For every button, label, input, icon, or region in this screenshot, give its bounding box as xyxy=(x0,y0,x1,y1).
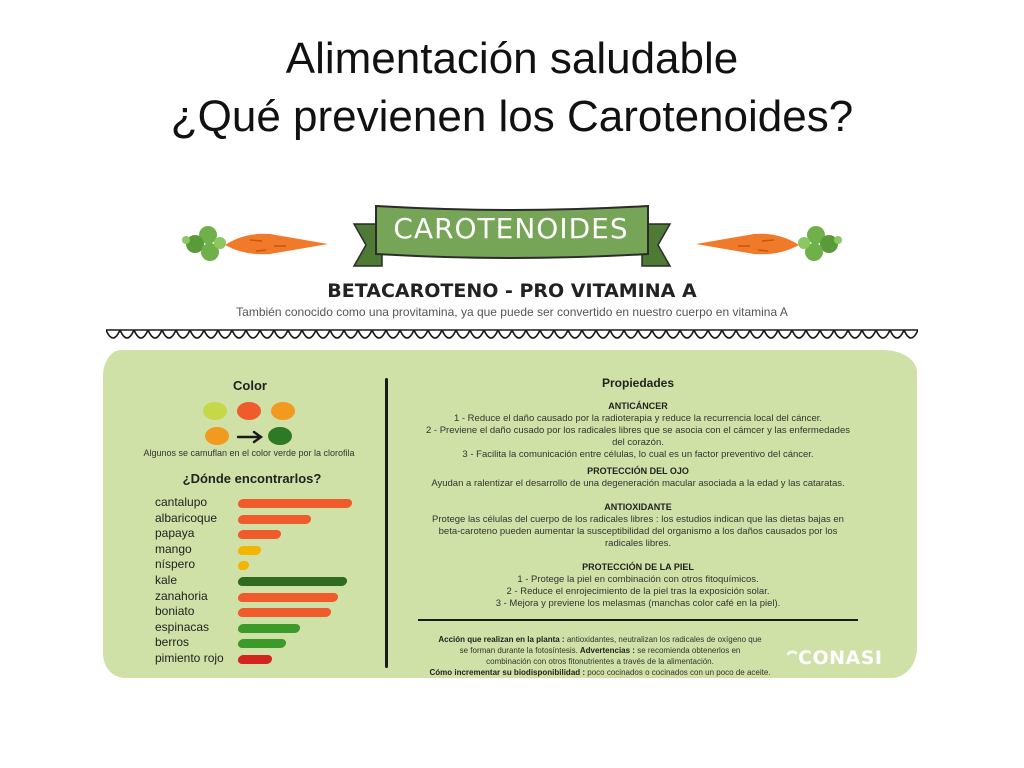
left-carrot-icon xyxy=(182,226,328,261)
food-label: cantalupo xyxy=(155,495,208,509)
bioavailability-text: poco cocinados o cocinados con un poco de aceite. xyxy=(585,668,771,677)
food-bar xyxy=(237,655,272,664)
food-bar xyxy=(237,624,300,633)
color-dot-orange-2 xyxy=(205,427,229,445)
section-heading-antioxidant: ANTIOXIDANTE xyxy=(604,502,672,512)
food-label: espinacas xyxy=(155,619,210,634)
food-bar xyxy=(237,608,331,617)
food-bar xyxy=(237,499,352,508)
food-bar xyxy=(237,593,338,602)
anticancer-line-1: 1 - Reduce el daño causado por la radioterapia y reduce la recurrencia local del cáncer. xyxy=(453,413,823,424)
anticancer-line-4: 3 - Facilita la comunicación entre células, lo cual es un factor preventivo del cáncer. xyxy=(462,449,814,460)
skin-line-1: 1 - Protege la piel en combinación con otros fitoquímicos. xyxy=(517,574,759,585)
action-line-4 xyxy=(405,668,795,679)
skin-line-3: 3 - Mejora y previene los melasmas (manchas color café en la piel). xyxy=(495,598,781,609)
slide-title-line1: Alimentación saludable xyxy=(285,34,739,83)
food-label: albaricoque xyxy=(155,510,218,525)
antioxidant-line-2: beta-caroteno pueden aumentar la susceptibilidad del organismo a los daños causados por los xyxy=(438,526,838,537)
action-line-3 xyxy=(405,657,795,668)
section-subtitle: También conocido como una provitamina, ya que puede ser convertido en nuestro cuerpo en vitamina A xyxy=(236,305,788,319)
bioavailability-label: Cómo incrementar su biodisponibilidad : xyxy=(429,668,586,677)
color-note: Algunos se camuflan en el color verde por la clorofila xyxy=(143,448,355,458)
color-dot-darkgreen xyxy=(268,427,292,445)
food-label: pimiento rojo xyxy=(155,651,224,665)
food-label: níspero xyxy=(155,557,196,572)
section-heading-skin: PROTECCIÓN DE LA PIEL xyxy=(582,562,694,572)
eye-line-1: Ayudan a ralentizar el desarrollo de una degeneración macular asociada a la edad y las cataratas. xyxy=(431,478,845,489)
anticancer-line-2: 2 - Previene el daño cusado por los radicales libres que se asocia con el cámcer y las enfermedades xyxy=(425,425,851,436)
food-label: papaya xyxy=(155,526,195,541)
properties-title: Propiedades xyxy=(601,376,675,390)
food-label: kale xyxy=(155,573,178,587)
antioxidant-line-3: radicales libres. xyxy=(605,538,671,549)
food-bar xyxy=(237,577,347,586)
banner-label: CAROTENOIDES xyxy=(393,212,629,245)
food-label: mango xyxy=(155,541,192,556)
food-bar xyxy=(237,546,261,555)
section-title: BETACAROTENO - PRO VITAMINA A xyxy=(327,280,697,302)
color-heading: Color xyxy=(233,378,267,393)
food-label: boniato xyxy=(155,604,195,619)
warning-label: Advertencias : xyxy=(577,646,635,655)
action-line-1 xyxy=(405,635,795,646)
warning-text: se recomienda obtenerlos en xyxy=(634,646,741,655)
color-dot-yellowgreen xyxy=(203,402,227,420)
action-label: Acción que realizan en la planta : xyxy=(438,635,565,644)
food-bar xyxy=(237,530,281,539)
warning-text-2: combinación con otros fitonutrientes a través de la alimentación. xyxy=(486,657,714,666)
horizontal-divider xyxy=(418,619,858,621)
arrow-right-icon xyxy=(236,430,266,444)
color-dot-orange xyxy=(271,402,295,420)
right-carrot-icon xyxy=(696,226,842,261)
food-bar xyxy=(237,515,311,524)
slide-title-line2: ¿Qué previenen los Carotenoides? xyxy=(170,92,854,141)
skin-line-2: 2 - Reduce el enrojecimiento de la piel tras la exposición solar. xyxy=(506,586,770,597)
food-label: zanahoria xyxy=(155,588,208,603)
section-heading-eye: PROTECCIÓN DEL OJO xyxy=(587,466,689,476)
slide-title xyxy=(0,30,1024,146)
action-text-2: se forman durante la fotosíntesis. xyxy=(459,646,578,655)
anticancer-line-3: del corazón. xyxy=(612,437,664,448)
action-line-2 xyxy=(405,646,795,657)
antioxidant-line-1: Protege las células del cuerpo de los radicales libres : los estudios indican que las dietas bajas en xyxy=(432,514,844,525)
section-heading-anticancer: ANTICÁNCER xyxy=(608,401,668,411)
brand-logo: CONASI xyxy=(798,647,883,669)
where-heading: ¿Dónde encontrarlos? xyxy=(182,471,322,486)
color-dot-red xyxy=(237,402,261,420)
food-label: berros xyxy=(155,635,190,650)
food-bar xyxy=(237,639,286,648)
scalloped-divider xyxy=(106,322,918,346)
action-text: antioxidantes, neutralizan los radicales de oxígeno que xyxy=(564,635,762,644)
column-divider xyxy=(385,378,388,668)
